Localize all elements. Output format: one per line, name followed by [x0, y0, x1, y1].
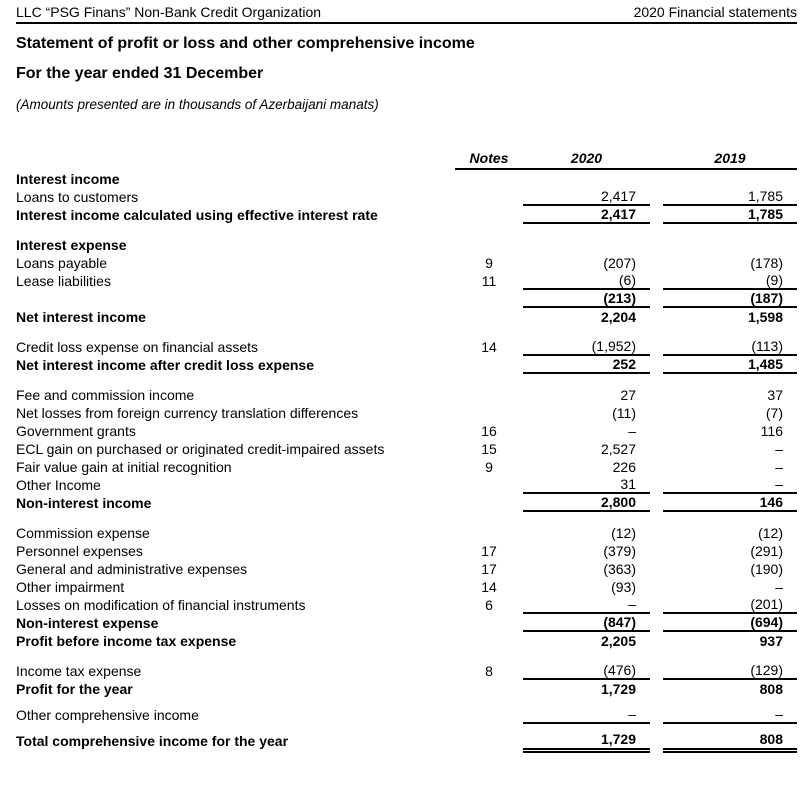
- row-value-2019: 1,598: [747, 309, 783, 325]
- row-label: General and administrative expenses: [16, 561, 248, 577]
- row-label: [16, 290, 455, 308]
- table-row: [16, 308, 797, 326]
- row-value-2019: 37: [767, 387, 783, 403]
- row-label: Lease liabilities: [16, 273, 111, 289]
- statement-table-body: [16, 170, 797, 753]
- row-note: [455, 170, 523, 188]
- column-gap: [650, 680, 663, 698]
- row-note: [455, 614, 523, 632]
- row-label: Personnel expenses: [16, 543, 143, 559]
- row-value-2019: (9): [663, 272, 797, 290]
- table-row: [16, 254, 797, 272]
- row-value-2020: 1,729: [600, 681, 636, 697]
- column-gap: [650, 188, 663, 206]
- column-gap: [650, 560, 663, 578]
- row-value-2019: [663, 236, 797, 254]
- table-row: [16, 476, 797, 494]
- table-row: [16, 662, 797, 680]
- row-value-2020: 2,800: [523, 494, 650, 512]
- row-value-2020: 226: [612, 459, 636, 475]
- statement-table: [16, 150, 797, 753]
- row-note: 8: [485, 663, 493, 679]
- table-row: [16, 236, 797, 254]
- row-value-2019: (113): [663, 338, 797, 356]
- row-label: ECL gain on purchased or originated credit-impaired assets: [16, 441, 385, 457]
- report-name: 2020 Financial statements: [633, 4, 797, 20]
- row-value-2019: 937: [759, 633, 783, 649]
- row-label: Net interest income: [16, 309, 146, 325]
- table-row: [16, 440, 797, 458]
- row-note: [455, 732, 523, 750]
- row-label: Fair value gain at initial recognition: [16, 459, 232, 475]
- row-value-2019: (129): [663, 662, 797, 680]
- table-row: [16, 290, 797, 308]
- row-value-2020: (213): [523, 290, 650, 308]
- row-value-2020: –: [523, 706, 650, 724]
- row-label: Government grants: [16, 423, 136, 439]
- row-value-2019: 1,785: [663, 188, 797, 206]
- column-gap: [650, 254, 663, 272]
- table-row: [16, 524, 797, 542]
- row-label: Fee and commission income: [16, 387, 195, 403]
- row-value-2020: 31: [523, 476, 650, 494]
- row-value-2019: (7): [765, 405, 783, 421]
- row-value-2020: (379): [603, 543, 636, 559]
- table-row: [16, 458, 797, 476]
- column-gap: [650, 170, 663, 188]
- row-value-2019: –: [775, 441, 783, 457]
- table-row: [16, 680, 797, 698]
- row-value-2020: (847): [523, 614, 650, 632]
- row-value-2019: (12): [758, 525, 783, 541]
- row-value-2020: 2,527: [600, 441, 636, 457]
- column-header-gap: [650, 150, 663, 170]
- column-header-2020: 2020: [523, 150, 650, 170]
- row-note: [455, 404, 523, 422]
- table-row: [16, 188, 797, 206]
- table-row: [16, 706, 797, 724]
- row-label: Income tax expense: [16, 663, 142, 679]
- row-value-2019: 1,485: [663, 356, 797, 374]
- table-row: [16, 356, 797, 374]
- column-gap: [650, 290, 663, 308]
- row-note: [455, 632, 523, 650]
- row-value-2020: (363): [603, 561, 636, 577]
- row-label: Other comprehensive income: [16, 707, 199, 723]
- row-label: Credit loss expense on financial assets: [16, 339, 259, 355]
- column-gap: [650, 706, 663, 724]
- row-value-2019: (201): [663, 596, 797, 614]
- row-note: [455, 680, 523, 698]
- page-header: [16, 0, 797, 24]
- column-gap: [650, 458, 663, 476]
- row-label: Other Income: [16, 477, 101, 493]
- row-label: Loans payable: [16, 255, 108, 271]
- row-value-2019: (178): [750, 255, 783, 271]
- row-value-2020: (93): [611, 579, 636, 595]
- column-gap: [650, 494, 663, 512]
- row-note: [455, 188, 523, 206]
- column-gap: [650, 732, 663, 750]
- row-value-2020: –: [523, 596, 650, 614]
- row-note: [455, 494, 523, 512]
- table-row: [16, 272, 797, 290]
- row-label: Losses on modification of financial instruments: [16, 597, 306, 613]
- row-note: [455, 308, 523, 326]
- table-row: [16, 560, 797, 578]
- row-note: 17: [481, 561, 497, 577]
- row-value-2019: 1,785: [663, 206, 797, 224]
- column-gap: [650, 422, 663, 440]
- row-note: 6: [485, 597, 493, 613]
- row-value-2020: 2,204: [600, 309, 636, 325]
- row-value-2020: (476): [523, 662, 650, 680]
- row-note: [455, 524, 523, 542]
- row-value-2019: –: [663, 706, 797, 724]
- row-value-2019: –: [775, 579, 783, 595]
- row-note: [455, 206, 523, 224]
- row-note: 14: [481, 579, 497, 595]
- row-value-2019: (190): [750, 561, 783, 577]
- row-label: Non-interest income: [16, 495, 152, 511]
- column-gap: [650, 440, 663, 458]
- row-value-2019: –: [775, 459, 783, 475]
- row-label: Interest expense: [16, 237, 127, 253]
- row-value-2020: 252: [523, 356, 650, 374]
- period-title: For the year ended 31 December: [16, 65, 264, 82]
- row-label: Interest income calculated using effective interest rate: [16, 207, 378, 223]
- company-name: LLC “PSG Finans” Non-Bank Credit Organization: [16, 4, 322, 20]
- column-gap: [650, 614, 663, 632]
- column-gap: [650, 386, 663, 404]
- row-label: Net interest income after credit loss expense: [16, 357, 314, 373]
- row-value-2020: (6): [523, 272, 650, 290]
- row-value-2020: (12): [611, 525, 636, 541]
- row-note: [455, 476, 523, 494]
- table-row: [16, 614, 797, 632]
- table-row: [16, 404, 797, 422]
- column-gap: [650, 524, 663, 542]
- table-row: [16, 170, 797, 188]
- row-value-2019: 808: [759, 681, 783, 697]
- row-label: Total comprehensive income for the year: [16, 733, 289, 749]
- column-gap: [650, 542, 663, 560]
- row-value-2019: –: [663, 476, 797, 494]
- row-note: 9: [485, 459, 493, 475]
- table-row: [16, 542, 797, 560]
- column-gap: [650, 272, 663, 290]
- row-value-2019: (291): [750, 543, 783, 559]
- table-row: [16, 732, 797, 753]
- table-header-row: [16, 150, 797, 170]
- row-value-2019: (694): [663, 614, 797, 632]
- table-row: [16, 632, 797, 650]
- row-value-2020: 2,417: [523, 206, 650, 224]
- table-row: [16, 386, 797, 404]
- row-value-2019: (187): [663, 290, 797, 308]
- row-value-2019: [663, 170, 797, 188]
- row-note: 15: [481, 441, 497, 457]
- row-value-2020: 2,417: [523, 188, 650, 206]
- row-value-2020: [523, 170, 650, 188]
- row-note: 11: [481, 273, 497, 289]
- column-gap: [650, 338, 663, 356]
- row-value-2020: [523, 236, 650, 254]
- row-label: Non-interest expense: [16, 615, 159, 631]
- column-gap: [650, 236, 663, 254]
- row-value-2020: 1,729: [523, 732, 650, 753]
- row-value-2019: 146: [663, 494, 797, 512]
- row-label: Commission expense: [16, 525, 150, 541]
- row-label: Profit for the year: [16, 681, 133, 697]
- column-gap: [650, 206, 663, 224]
- column-gap: [650, 596, 663, 614]
- row-value-2020: (1,952): [523, 338, 650, 356]
- column-header-2019: 2019: [663, 150, 797, 170]
- row-label: Profit before income tax expense: [16, 633, 237, 649]
- column-gap: [650, 404, 663, 422]
- table-row: [16, 494, 797, 512]
- column-gap: [650, 356, 663, 374]
- table-row: [16, 206, 797, 224]
- table-row: [16, 422, 797, 440]
- row-label: Other impairment: [16, 579, 125, 595]
- row-value-2020: (207): [603, 255, 636, 271]
- row-note: 16: [481, 423, 497, 439]
- row-note: 17: [481, 543, 497, 559]
- row-note: [455, 290, 523, 308]
- row-note: [455, 386, 523, 404]
- row-label: Loans to customers: [16, 189, 139, 205]
- row-note: [455, 356, 523, 374]
- column-gap: [650, 308, 663, 326]
- row-value-2020: (11): [612, 405, 636, 421]
- column-gap: [650, 632, 663, 650]
- amounts-note: (Amounts presented are in thousands of Azerbaijani manats): [16, 97, 379, 112]
- column-gap: [650, 476, 663, 494]
- statement-title: Statement of profit or loss and other comprehensive income: [16, 35, 475, 52]
- row-value-2019: 808: [663, 732, 797, 753]
- row-value-2020: –: [628, 423, 636, 439]
- table-row: [16, 578, 797, 596]
- row-label: Net losses from foreign currency translation differences: [16, 405, 359, 421]
- column-gap: [650, 662, 663, 680]
- row-value-2019: 116: [760, 423, 783, 439]
- row-note: 9: [485, 255, 493, 271]
- table-row: [16, 338, 797, 356]
- row-note: 14: [481, 339, 497, 355]
- row-note: [455, 236, 523, 254]
- column-header-notes: Notes: [455, 150, 523, 170]
- column-header-spacer: [16, 150, 455, 170]
- table-row: [16, 596, 797, 614]
- row-value-2020: 2,205: [600, 633, 636, 649]
- column-gap: [650, 578, 663, 596]
- row-value-2020: 27: [620, 387, 636, 403]
- row-label: Interest income: [16, 171, 120, 187]
- row-note: [455, 706, 523, 724]
